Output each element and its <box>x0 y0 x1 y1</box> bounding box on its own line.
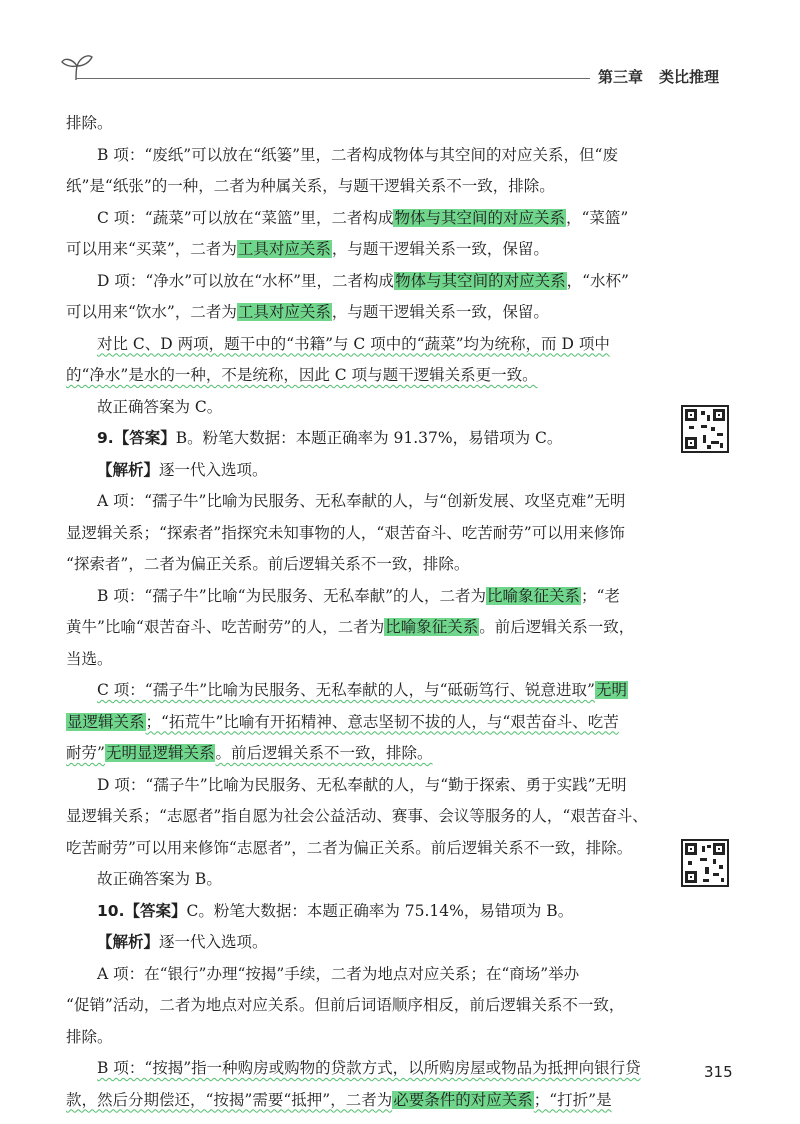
paragraph-text: 款，然后分期偿还，“按揭”需要“抵押”，二者为 <box>66 1090 393 1109</box>
paragraph-text: ，“水杯” <box>566 271 629 290</box>
page-body <box>66 108 734 1116</box>
text-line <box>66 1053 734 1085</box>
answer-text: B。粉笔大数据：本题正确率为 91.37%，易错项为 C。 <box>175 429 563 447</box>
text-line <box>66 392 734 424</box>
paragraph-text: ，“菜篮” <box>566 208 629 227</box>
highlighted-term: 工具对应关系 <box>237 303 331 321</box>
paragraph-text: “探索者”，二者为偏正关系。前后逻辑关系不一致，排除。 <box>66 555 470 573</box>
paragraph-text: B 项：“废纸”可以放在“纸篓”里，二者构成物体与其空间的对应关系，但“废 <box>97 145 618 164</box>
text-line <box>66 297 734 329</box>
highlighted-term: 显逻辑关系 <box>67 712 145 731</box>
paragraph-text: 纸”是“纸张”的一种，二者为种属关系，与题干逻辑关系不一致，排除。 <box>66 177 555 195</box>
text-line <box>66 581 734 613</box>
highlighted-term: 比喻象征关系 <box>385 618 479 636</box>
paragraph-text: ，与题干逻辑关系一致，保留。 <box>331 303 549 321</box>
paragraph-text: D 项：“孺子牛”比喻为民服务、无私奉献的人，与“勤于探索、勇于实践”无明 <box>97 775 627 794</box>
text-line <box>66 675 734 707</box>
text-line <box>66 801 734 833</box>
section-label: 【解析】 <box>97 460 160 479</box>
text-line <box>66 234 734 266</box>
chapter-title: 类比推理 <box>659 68 720 86</box>
text-line <box>66 108 734 140</box>
paragraph-text: “促销”活动，二者为地点对应关系。但前后词语顺序相反，前后逻辑关系不一致， <box>66 996 625 1014</box>
paragraph-text: 显逻辑关系；“志愿者”指自愿为社会公益活动、赛事、会议等服务的人，“艰苦奋斗、 <box>66 807 648 825</box>
chapter-number: 第三章 <box>598 68 644 86</box>
page-number: 315 <box>704 1063 733 1081</box>
text-line <box>66 423 734 455</box>
text-line <box>66 896 734 928</box>
highlighted-term: 物体与其空间的对应关系 <box>395 271 566 290</box>
paragraph-text: A 项：在“银行”办理“按揭”手续，二者为地点对应关系；在“商场”举办 <box>97 964 580 983</box>
paragraph-text: 。前后逻辑关系不一致，排除。 <box>215 744 433 762</box>
text-line <box>66 518 734 550</box>
qr-code-icon <box>681 405 729 453</box>
text-line <box>66 864 734 896</box>
text-line <box>66 990 734 1022</box>
qr-code-icon <box>681 839 729 887</box>
paragraph-text: C 项：“孺子牛”比喻为民服务、无私奉献的人，与“砥砺笃行、锐意进取” <box>97 681 595 699</box>
text-line <box>66 770 734 802</box>
paragraph-text: 排除。 <box>66 114 113 132</box>
text-line <box>66 266 734 298</box>
text-line <box>66 203 734 235</box>
highlighted-term: 必要条件的对应关系 <box>393 1090 533 1109</box>
paragraph-text: 可以用来“饮水”，二者为 <box>66 303 237 321</box>
section-label: 【答案】 <box>113 429 176 447</box>
text-line <box>66 612 734 644</box>
paragraph-text: B 项：“孺子牛”比喻“为民服务、无私奉献”的人，二者为 <box>97 586 487 605</box>
paragraph-text: 耐劳” <box>66 744 105 762</box>
highlighted-term: 无明 <box>596 681 628 699</box>
header-rule <box>76 78 590 79</box>
text-line <box>66 833 734 865</box>
chapter-heading <box>598 66 738 87</box>
answer-text: 逐一代入选项。 <box>159 460 268 479</box>
paragraph-text: 的“净水”是水的一种，不是统称，因此 C 项与题干逻辑关系更一致。 <box>66 366 538 384</box>
paragraph-text: 可以用来“买菜”，二者为 <box>66 240 237 258</box>
text-line <box>66 329 734 361</box>
paragraph-text: 故正确答案为 C。 <box>97 397 223 416</box>
paragraph-text: A 项：“孺子牛”比喻为民服务、无私奉献的人，与“创新发展、攻坚克难”无明 <box>97 492 626 510</box>
paragraph-text: 当选。 <box>66 649 113 668</box>
paragraph-text: C 项：“蔬菜”可以放在“菜篮”里，二者构成 <box>97 208 394 227</box>
text-line <box>66 486 734 518</box>
text-line <box>66 738 734 770</box>
highlighted-term: 物体与其空间的对应关系 <box>394 208 565 227</box>
paragraph-text: 对比 C、D 两项，题干中的“书籍”与 C 项中的“蔬菜”均为统称，而 D 项中 <box>97 334 610 353</box>
text-line <box>66 927 734 959</box>
paragraph-text: B 项：“按揭”指一种购房或购物的贷款方式，以所购房屋或物品为抵押向银行贷 <box>97 1059 641 1077</box>
paragraph-text: ；“拓荒牛”比喻有开拓精神、意志坚韧不拔的人，与“艰苦奋斗、吃苦 <box>145 712 619 731</box>
paragraph-text: 排除。 <box>66 1027 113 1046</box>
paragraph-text: 显逻辑关系；“探索者”指探究未知事物的人，“艰苦奋斗、吃苦耐劳”可以用来修饰 <box>66 523 625 542</box>
text-line <box>66 171 734 203</box>
text-line <box>66 1022 734 1054</box>
text-line <box>66 1085 734 1117</box>
paragraph-text: D 项：“净水”可以放在“水杯”里，二者构成 <box>97 271 395 290</box>
section-label: 【答案】 <box>124 901 187 920</box>
paragraph-text: 吃苦耐劳”可以用来修饰“志愿者”，二者为偏正关系。前后逻辑关系不一致，排除。 <box>66 838 633 857</box>
paragraph-text: ，与题干逻辑关系一致，保留。 <box>331 240 549 258</box>
question-number: 10. <box>97 901 125 920</box>
answer-text: C。粉笔大数据：本题正确率为 75.14%，易错项为 B。 <box>186 901 574 920</box>
paragraph-text: 黄牛”比喻“艰苦奋斗、吃苦耐劳”的人，二者为 <box>66 618 385 636</box>
text-line <box>66 455 734 487</box>
answer-text: 逐一代入选项。 <box>159 933 268 951</box>
paragraph-text: ；“打折”是 <box>533 1090 612 1109</box>
paragraph-text: 故正确答案为 B。 <box>97 870 222 888</box>
text-line <box>66 549 734 581</box>
text-line <box>66 360 734 392</box>
page-header <box>0 0 800 100</box>
highlighted-term: 工具对应关系 <box>237 240 331 258</box>
paragraph-text: ；“老 <box>581 586 620 605</box>
paragraph-text: 。前后逻辑关系一致， <box>479 618 635 636</box>
question-number: 9. <box>97 429 114 447</box>
highlighted-term: 比喻象征关系 <box>487 586 581 605</box>
text-line <box>66 959 734 991</box>
text-line <box>66 644 734 676</box>
highlighted-term: 无明显逻辑关系 <box>105 744 215 762</box>
text-line <box>66 707 734 739</box>
text-line <box>66 140 734 172</box>
section-label: 【解析】 <box>97 933 160 951</box>
